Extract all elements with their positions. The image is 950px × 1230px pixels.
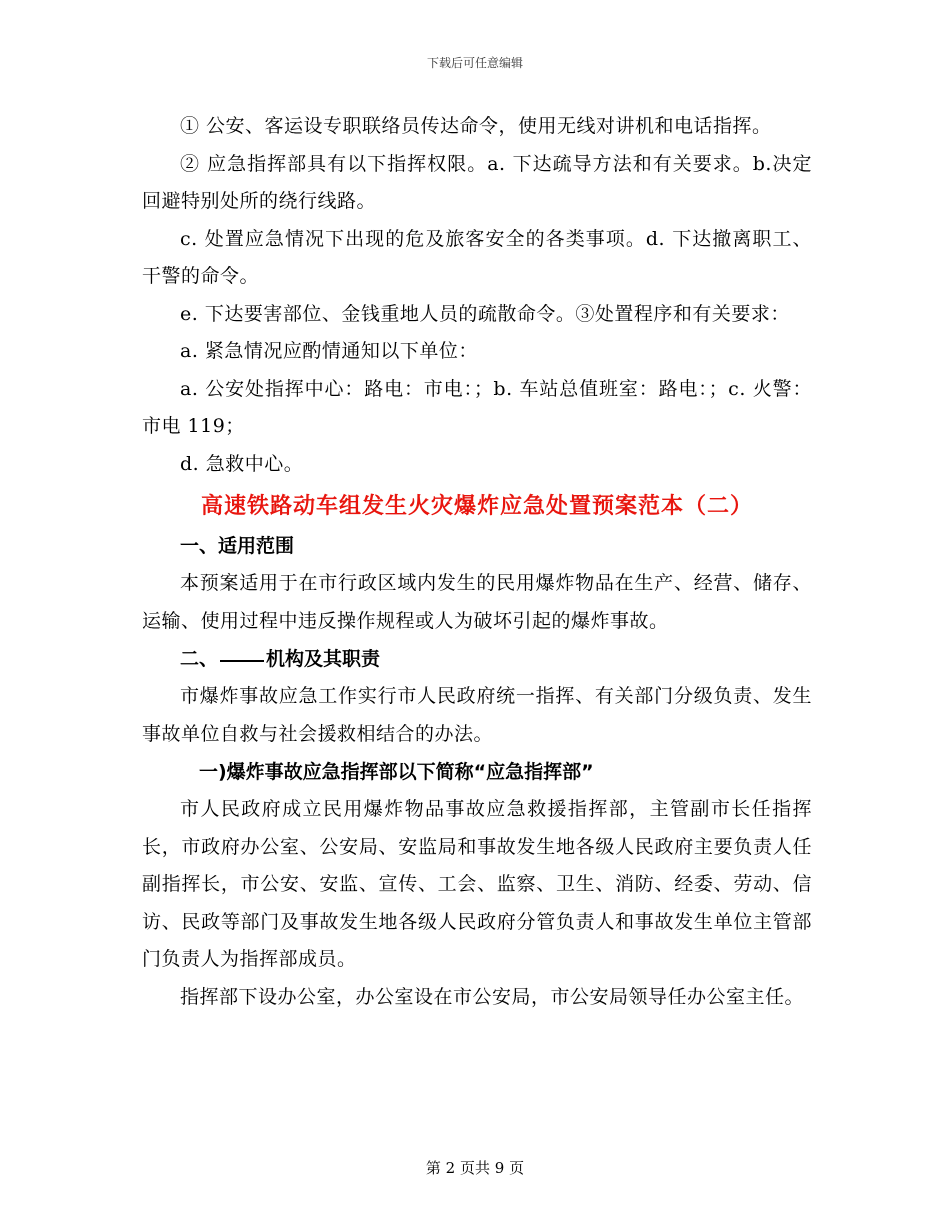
paragraph-command-members: 市人民政府成立民用爆炸物品事故应急救援指挥部，主管副市长任指挥长，市政府办公室、公安局、安监局和事故发生地各级人民政府主要负责人任副指挥长，市公安、安监、宣传、工会、监察、卫生、消防、经委、劳动、信访、民政等部门及事故发生地各级人民政府分管负责人和事故发生单位主管部门负责人为指挥部成员。 — [142, 798, 812, 970]
section-heading-suffix: 机构及其职责 — [266, 648, 381, 670]
document-title: 高速铁路动车组发生火灾爆炸应急处置预案范本（二） — [200, 494, 753, 519]
paragraph-liaison: ① 公安、客运设专职联络员传达命令，使用无线对讲机和电话指挥。 — [180, 115, 772, 137]
paragraph-organization: 市爆炸事故应急工作实行市人民政府统一指挥、有关部门分级负责、发生事故单位自救与社会援救相结合的办法。 — [142, 685, 812, 745]
paragraph-contacts: a. 公安处指挥中心：路电：市电：；b. 车站总值班室：路电：；c. 火警：市电 119； — [142, 377, 812, 437]
paragraph-evacuation: e. 下达要害部位、金钱重地人员的疏散命令。③处置程序和有关要求： — [180, 302, 790, 325]
subsection-heading-command: 一)爆炸事故应急指挥部以下简称“应急指挥部” — [199, 761, 594, 783]
document-body — [142, 108, 812, 1016]
paragraph-notify: a. 紧急情况应酌情通知以下单位： — [180, 340, 478, 362]
section-heading-scope: 一、适用范围 — [180, 535, 295, 557]
paragraph-scope: 本预案适用于在市行政区域内发生的民用爆炸物品在生产、经营、储存、运输、使用过程中违反操作规程或人为破坏引起的爆炸事故。 — [142, 572, 812, 632]
paragraph-handle-matters: c. 处置应急情况下出现的危及旅客安全的各类事项。d. 下达撤离职工、干警的命令。 — [142, 227, 812, 287]
section-heading-prefix: 二、 — [180, 648, 219, 670]
paragraph-authority: ② 应急指挥部具有以下指挥权限。a. 下达疏导方法和有关要求。b.决定回避特别处所的绕行线路。 — [142, 152, 812, 212]
fill-in-blank — [220, 659, 264, 662]
page-header: 下载后可任意编辑 — [426, 56, 523, 70]
section-heading-organization — [142, 640, 812, 678]
paragraph-emergency-center: d. 急救中心。 — [180, 452, 304, 475]
paragraph-command-office: 指挥部下设办公室，办公室设在市公安局，市公安局领导任办公室主任。 — [180, 985, 805, 1008]
page-footer: 第 2 页共 9 页 — [425, 1159, 525, 1177]
